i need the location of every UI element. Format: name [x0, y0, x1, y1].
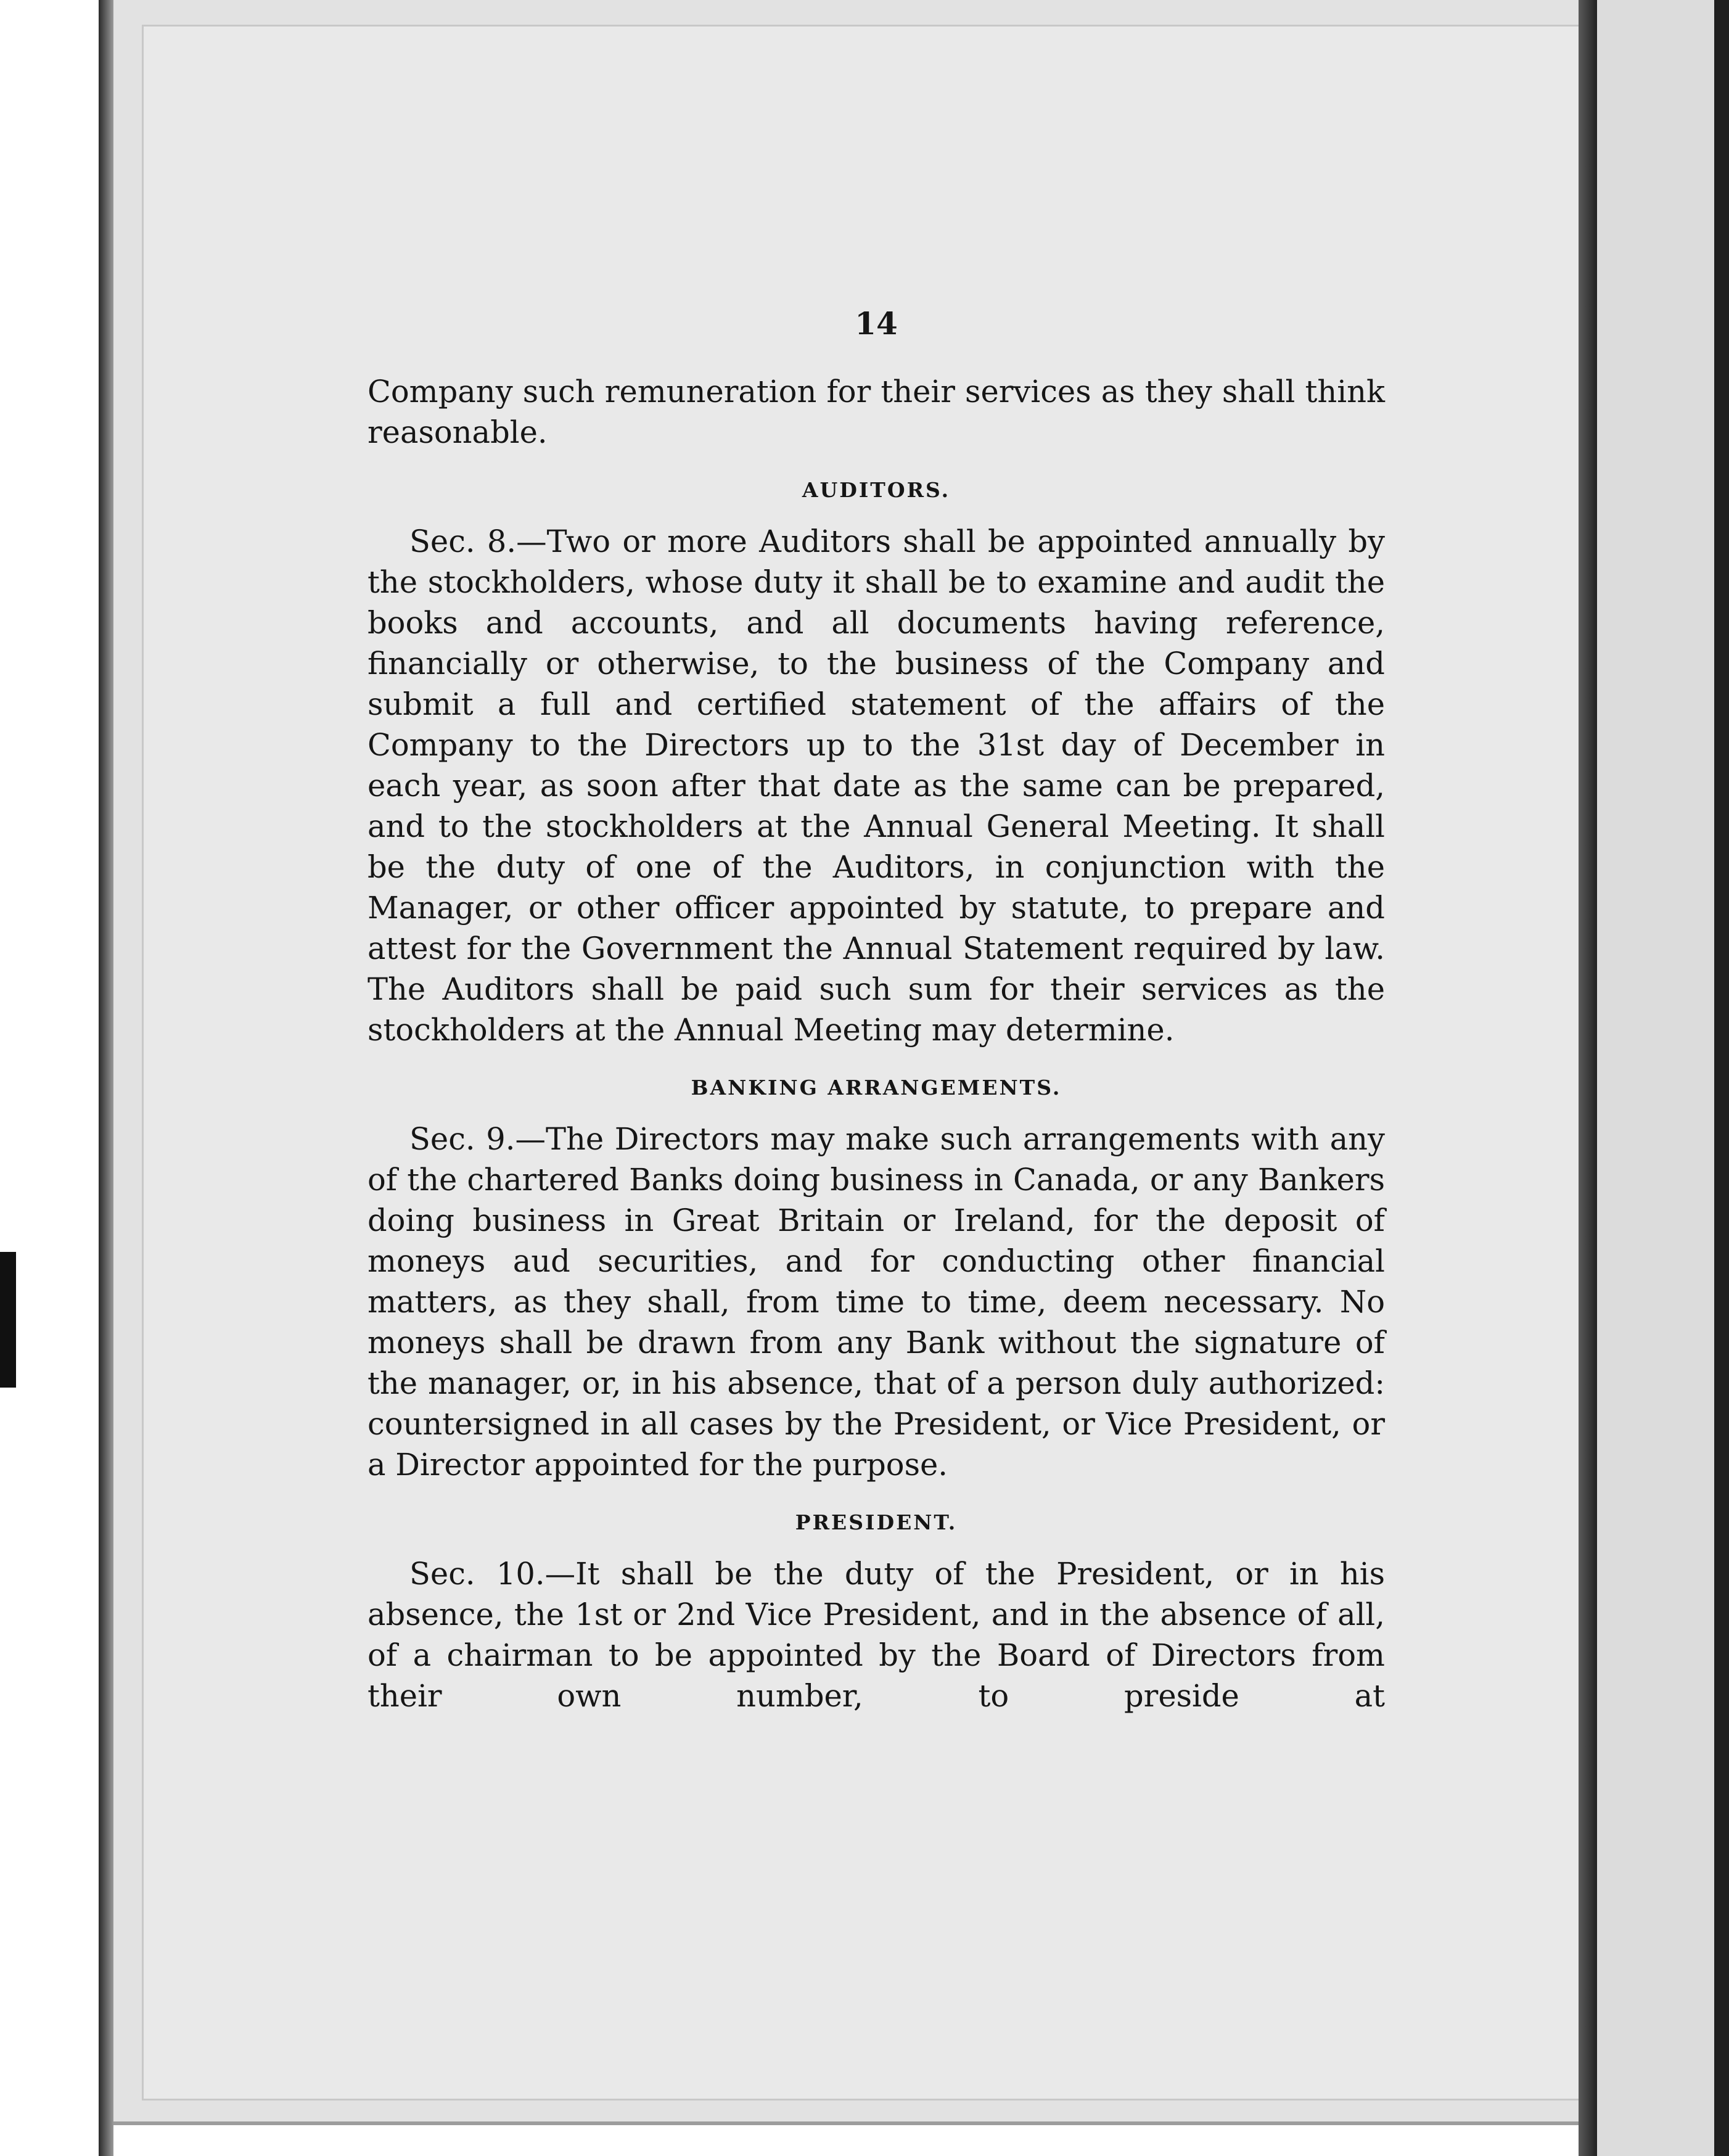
section-10-paragraph: Sec. 10.—It shall be the duty of the President, or in his absence, the 1st or 2nd Vice President, and in the absence of all, of a chairman to be appointed by the Board of Directors from their own number, to preside at	[368, 1556, 1385, 1714]
scan-edge	[1714, 0, 1729, 2156]
page-text	[368, 305, 1385, 1716]
book-gutter	[1579, 0, 1597, 2156]
heading-banking-arrangements: BANKING ARRANGEMENTS.	[691, 1076, 1062, 1100]
page-edge-shadow	[99, 0, 113, 2156]
section-8-paragraph: Sec. 8.—Two or more Auditors shall be appointed annually by the stockholders, whose duty it shall be to examine and audit the books and accounts, and all documents having reference, financially or otherwise, to the business of the Company and submit a full and certified statement of the affairs of the Company to the Directors up to the 31st day of December in each year, as soon after that date as the same can be prepared, and to the stockholders at the Annual General Meeting. It shall be the duty of one of the Auditors, in conjunction with the Manager, or other officer appointed by statute, to prepare and attest for the Government the Annual Statement required by law. The Auditors shall be paid such sum for their services as the stockholders at the Annual Meeting may determine.	[368, 524, 1385, 1048]
page-number: 14	[855, 305, 898, 342]
margin-mark	[0, 1252, 16, 1388]
heading-president: PRESIDENT.	[795, 1510, 958, 1534]
continuation-paragraph: Company such remuneration for their services as they shall think reasonable.	[368, 374, 1385, 450]
adjacent-page-edge	[1597, 0, 1729, 2156]
section-9-paragraph: Sec. 9.—The Directors may make such arrangements with any of the chartered Banks doing business in Canada, or any Bankers doing business in Great Britain or Ireland, for the deposit of moneys aud securities, and for conducting other financial matters, as they shall, from time to time, deem necessary. No moneys shall be drawn from any Bank without the signature of the manager, or, in his absence, that of a person duly authorized: countersigned in all cases by the President, or Vice President, or a Director appointed for the purpose.	[368, 1121, 1385, 1483]
heading-auditors: AUDITORS.	[802, 478, 951, 502]
